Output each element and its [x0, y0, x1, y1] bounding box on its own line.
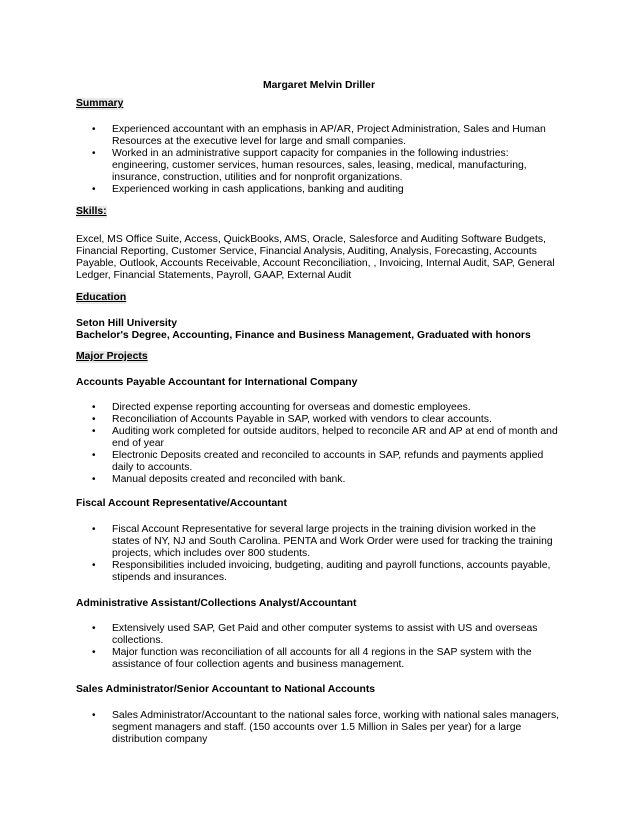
summary-list [76, 124, 562, 196]
project-item: • Directed expense reporting accounting for overseas and domestic employees. [76, 402, 562, 414]
education-heading: Education [76, 292, 127, 303]
project-item: • Sales Administrator/Accountant to the national sales force, working with national sales managers, segment managers and staff. (150 accounts over 1.5 Million in Sales per year) for a large distribution company [76, 710, 562, 746]
project-item: • Responsibilities included invoicing, budgeting, auditing and payroll functions, accounts payable, stipends and insurances. [76, 560, 562, 584]
degree: Bachelor's Degree, Accounting, Finance and Business Management, Graduated with honors [76, 330, 531, 341]
project-1-list [76, 402, 562, 486]
project-1-title-block [76, 377, 562, 389]
skills-text: Excel, MS Office Suite, Access, QuickBooks, AMS, Oracle, Salesforce and Auditing Software Budgets, Financial Reporting, Customer Service, Financial Analysis, Auditing, Analysis, Forecasting, Accounts Payable, Outlook, Accounts Receivable, Account Reconciliation, , Invoicing, Internal Audit, SAP, General Ledger, Financial Statements, Payroll, GAAP, External Audit [76, 234, 555, 281]
projects-heading: Major Projects [76, 351, 148, 362]
summary-item: • Worked in an administrative support capacity for companies in the following industries: engineering, customer services, human resources, sales, leasing, medical, manufacturing, insurance, construction, utilities and for nonprofit organizations. [76, 148, 562, 184]
project-item: • Major function was reconciliation of all accounts for all 4 regions in the SAP system with the assistance of four collection agents and business management. [76, 647, 562, 671]
skills-heading: Skills: [76, 206, 107, 217]
project-4-title-block [76, 684, 562, 696]
projects-section [76, 351, 562, 363]
project-title: Administrative Assistant/Collections Analyst/Accountant [76, 598, 357, 609]
school-name: Seton Hill University [76, 318, 178, 329]
project-item: • Extensively used SAP, Get Paid and other computer systems to assist with US and overseas collections. [76, 623, 562, 647]
project-title: Fiscal Account Representative/Accountant [76, 498, 287, 509]
summary-item: • Experienced working in cash applications, banking and auditing [76, 184, 562, 196]
skills-section [76, 206, 562, 218]
project-item: • Reconciliation of Accounts Payable in SAP, worked with vendors to clear accounts. [76, 414, 562, 426]
project-4-list [76, 710, 562, 746]
project-3-list [76, 623, 562, 671]
resume-name: Margaret Melvin Driller [262, 80, 376, 91]
project-item: • Manual deposits created and reconciled with bank. [76, 474, 562, 486]
summary-heading: Summary [76, 98, 124, 109]
education-section [76, 292, 562, 304]
project-title: Sales Administrator/Senior Accountant to National Accounts [76, 684, 376, 695]
project-2-title-block [76, 498, 562, 510]
summary-item: • Experienced accountant with an emphasis in AP/AR, Project Administration, Sales and Human Resources at the executive level for large and small companies. [76, 124, 562, 148]
project-3-title-block [76, 598, 562, 610]
summary-section [76, 98, 562, 110]
skills-text-block [76, 234, 562, 282]
education-details [76, 318, 562, 342]
project-item: • Auditing work completed for outside auditors, helped to reconcile AR and AP at end of month and end of year [76, 426, 562, 450]
project-item: • Electronic Deposits created and reconciled to accounts in SAP, refunds and payments applied daily to accounts. [76, 450, 562, 474]
project-2-list [76, 524, 562, 584]
project-item: • Fiscal Account Representative for several large projects in the training division worked in the states of NY, NJ and South Carolina. PENTA and Work Order were used for tracking the training projects, which includes over 800 students. [76, 524, 562, 560]
project-title: Accounts Payable Accountant for International Company [76, 377, 358, 388]
